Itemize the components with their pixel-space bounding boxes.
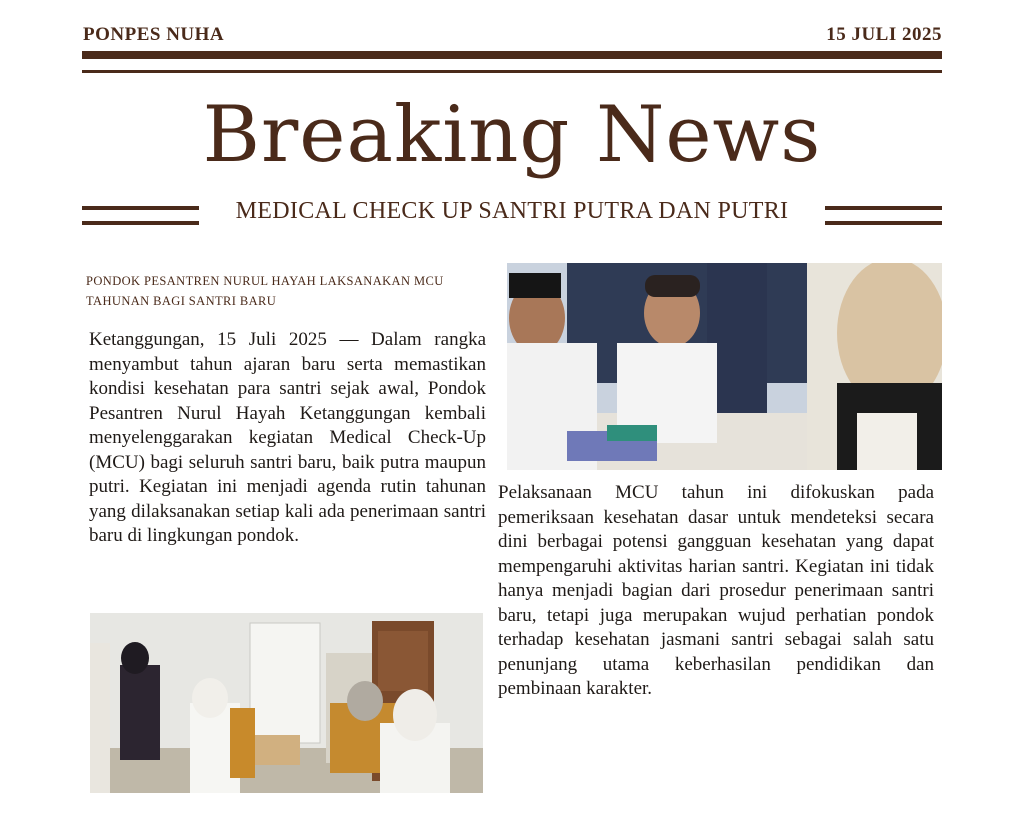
article-paragraph-1: Ketanggungan, 15 Juli 2025 — Dalam rangka menyambut tahun ajaran baru serta memastikan kondisi kesehatan para santri sejak awal, Pondok Pesantren Nurul Hayah Ketanggungan kembali menyelenggarakan kegiatan Medical Check-Up (MCU) bagi seluruh santri baru, baik putra maupun putri. Kegiatan ini menjadi agenda rutin tahunan yang dilaksanakan setiap kali ada penerimaan santri baru di lingkungan pondok. [89, 329, 486, 546]
article-kicker: PONDOK PESANTREN NURUL HAYAH LAKSANAKAN MCU TAHUNAN BAGI SANTRI BARU [86, 274, 444, 308]
article-paragraph-2: Pelaksanaan MCU tahun ini difokuskan pada pemeriksaan kesehatan dasar untuk mendeteksi secara dini berbagai potensi gangguan kesehatan yang dapat mempengaruhi aktivitas harian santri. Kegiatan ini tidak hanya menjadi bagian dari prosedur penerimaan santri baru, tetapi juga merupakan wujud perhatian pondok terhadap kesehatan jasmani santri sebagai salah satu penunjang utama keberhasilan pendidikan dan pembinaan karakter. [498, 482, 934, 699]
subheadline-band [82, 194, 942, 234]
masthead-rule-thick [82, 51, 942, 59]
subheadline-rule-right-bottom [825, 221, 942, 225]
masthead-date: 15 JULI 2025 [826, 24, 942, 45]
masthead-rule-thin [82, 70, 942, 73]
headline: Breaking News [202, 90, 822, 180]
photo-mcu-room [90, 613, 483, 793]
subheadline-rule-left-bottom [82, 221, 199, 225]
subheadline-rule-right-top [825, 206, 942, 210]
masthead-publisher: PONPES NUHA [83, 24, 225, 45]
photo-students-mcu [507, 263, 942, 470]
subheadline: MEDICAL CHECK UP SANTRI PUTRA DAN PUTRI [235, 198, 789, 224]
subheadline-rule-left-top [82, 206, 199, 210]
